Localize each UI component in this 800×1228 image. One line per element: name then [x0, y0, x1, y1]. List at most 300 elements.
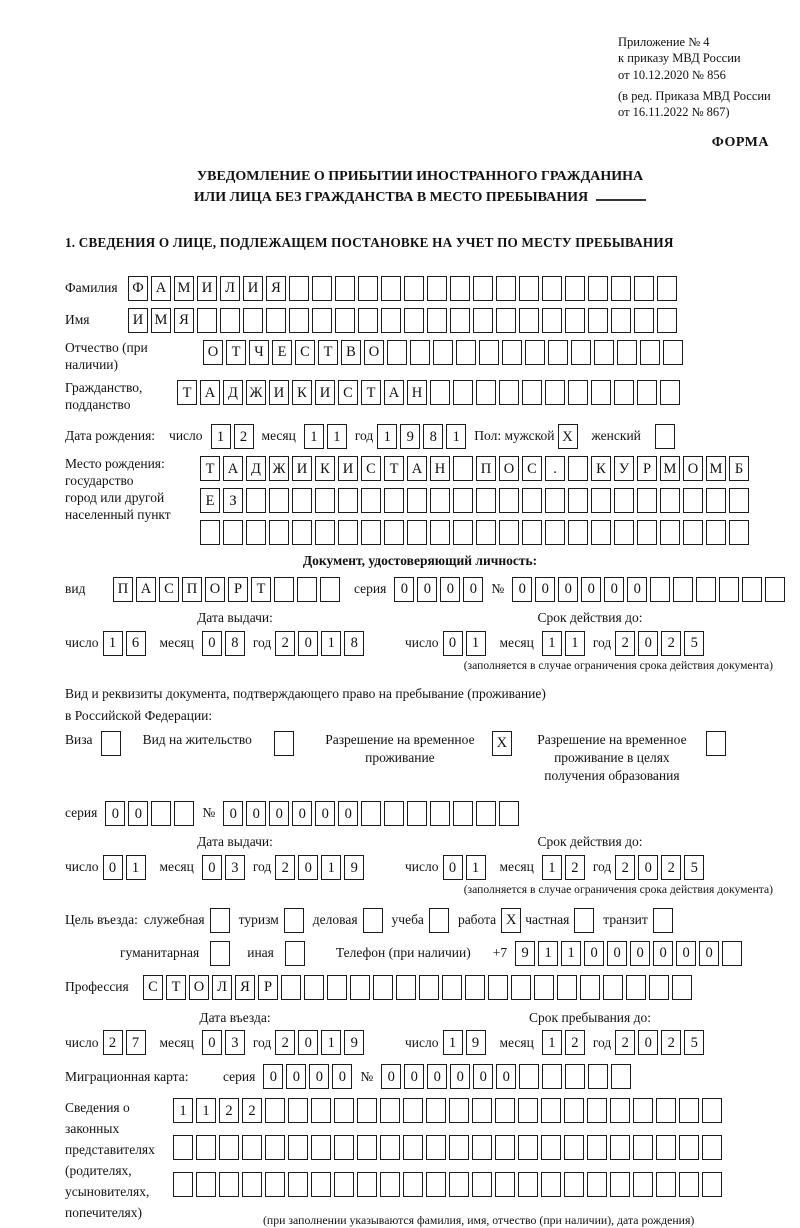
- phone-label: Телефон (при наличии): [335, 944, 471, 960]
- char-box: [495, 1172, 515, 1197]
- passport-issue-year: [275, 631, 364, 656]
- permit-issue-month: [202, 855, 245, 880]
- char-box: [580, 975, 600, 1000]
- field-birth-date: [65, 424, 775, 449]
- char-box: [594, 340, 614, 365]
- char-box: [373, 975, 393, 1000]
- char-box: П: [113, 577, 133, 602]
- char-box: А: [384, 380, 404, 405]
- visa-label: Виза: [65, 731, 93, 747]
- char-box: 1: [321, 855, 341, 880]
- char-box: О: [189, 975, 209, 1000]
- field-identity-doc: [65, 577, 775, 602]
- stay-month: [542, 1030, 585, 1055]
- purpose-turizm-checkbox: [284, 908, 304, 933]
- char-box: [335, 276, 355, 301]
- char-box: [634, 276, 654, 301]
- char-box: [656, 1172, 676, 1197]
- char-box: [495, 1098, 515, 1123]
- vid-label: вид: [65, 581, 86, 597]
- char-box: [334, 1135, 354, 1160]
- char-box: [220, 308, 240, 333]
- char-box: [403, 1135, 423, 1160]
- char-box: [637, 520, 657, 545]
- char-box: 0: [298, 631, 318, 656]
- page-title-line2: ИЛИ ЛИЦА БЕЗ ГРАЖДАНСТВА В МЕСТО ПРЕБЫВАНИЯ: [65, 187, 775, 209]
- char-box: 8: [344, 631, 364, 656]
- char-box: 0: [473, 1064, 493, 1089]
- char-box: [242, 1135, 262, 1160]
- birth-place-grid: [200, 456, 749, 545]
- char-box: [476, 520, 496, 545]
- char-box: [292, 520, 312, 545]
- char-box: А: [136, 577, 156, 602]
- char-box: К: [292, 380, 312, 405]
- char-box: 0: [338, 801, 358, 826]
- char-box: 0: [627, 577, 647, 602]
- char-box: 2: [565, 855, 585, 880]
- char-box: [361, 520, 381, 545]
- char-box: [542, 276, 562, 301]
- char-box: С: [143, 975, 163, 1000]
- char-box: [722, 941, 742, 966]
- phone-prefix: +7: [492, 944, 508, 960]
- char-box: 2: [275, 1030, 295, 1055]
- char-box: [542, 308, 562, 333]
- representatives-row2: [173, 1135, 722, 1160]
- char-box: [223, 520, 243, 545]
- gender-male-label: Пол: мужской: [474, 428, 555, 444]
- char-box: [304, 975, 324, 1000]
- char-box: [696, 577, 716, 602]
- char-box: [518, 1135, 538, 1160]
- char-box: 0: [638, 855, 658, 880]
- char-box: [410, 340, 430, 365]
- permit-valid-month: [542, 855, 585, 880]
- char-box: Я: [235, 975, 255, 1000]
- char-box: З: [223, 488, 243, 513]
- char-box: [495, 1135, 515, 1160]
- option-rvp: [316, 731, 512, 767]
- purpose-chastnaya-checkbox: [574, 908, 594, 933]
- char-box: [587, 1098, 607, 1123]
- vid-zhitelstvo-label: Вид на жительство: [142, 731, 252, 747]
- char-box: [246, 520, 266, 545]
- char-box: [591, 380, 611, 405]
- char-box: 0: [496, 1064, 516, 1089]
- char-box: 1: [446, 424, 466, 449]
- char-box: [706, 488, 726, 513]
- char-box: [266, 308, 286, 333]
- char-box: [404, 308, 424, 333]
- purpose-row2: [120, 941, 775, 966]
- char-box: [683, 520, 703, 545]
- char-box: [626, 975, 646, 1000]
- char-box: [657, 276, 677, 301]
- char-box: Т: [384, 456, 404, 481]
- char-box: [702, 1098, 722, 1123]
- purpose-inaya: иная: [247, 941, 305, 966]
- residence-doc-options: [65, 731, 775, 786]
- char-box: [564, 1098, 584, 1123]
- char-box: 0: [103, 855, 123, 880]
- birth-place-label: Место рождения: государство город или другой населенный пункт: [65, 456, 171, 522]
- seriya-label: серия: [223, 1068, 256, 1084]
- char-box: [603, 975, 623, 1000]
- char-box: Р: [228, 577, 248, 602]
- char-box: [557, 975, 577, 1000]
- profession-label: Профессия: [65, 978, 129, 994]
- char-box: [473, 308, 493, 333]
- surname-label: Фамилия: [65, 279, 118, 295]
- char-box: [288, 1135, 308, 1160]
- char-box: 1: [321, 1030, 341, 1055]
- char-box: [679, 1172, 699, 1197]
- char-box: Ч: [249, 340, 269, 365]
- char-box: [407, 488, 427, 513]
- char-box: Л: [220, 276, 240, 301]
- char-box: 0: [443, 855, 463, 880]
- char-box: [358, 276, 378, 301]
- name-cells: [128, 308, 677, 333]
- char-box: [617, 340, 637, 365]
- edition-line: (в ред. Приказа МВД России: [618, 88, 771, 103]
- field-surname: [65, 276, 775, 301]
- char-box: Т: [318, 340, 338, 365]
- char-box: [587, 1135, 607, 1160]
- char-box: [565, 276, 585, 301]
- char-box: Т: [200, 456, 220, 481]
- purpose-gumanitarnaya-checkbox: [210, 941, 230, 966]
- char-box: 1: [321, 631, 341, 656]
- day-label: число: [65, 859, 99, 875]
- validity-note: (заполняется в случае ограничения срока действия документа): [463, 883, 773, 897]
- permit-dates-row: [65, 855, 775, 880]
- char-box: Н: [430, 456, 450, 481]
- char-box: [640, 340, 660, 365]
- number-label: №: [360, 1068, 374, 1084]
- char-box: 0: [581, 577, 601, 602]
- entry-date-header: Дата въезда:: [199, 1009, 271, 1025]
- day-label: число: [169, 428, 203, 444]
- entry-year: [275, 1030, 364, 1055]
- char-box: [387, 340, 407, 365]
- field-residence-doc-number: [65, 801, 775, 826]
- char-box: 8: [225, 631, 245, 656]
- number-label: №: [491, 581, 505, 597]
- passport-issue-month: [202, 631, 245, 656]
- char-box: 0: [630, 941, 650, 966]
- char-box: 5: [684, 631, 704, 656]
- char-box: А: [407, 456, 427, 481]
- permit-seriya-cells: [105, 801, 194, 826]
- char-box: [265, 1098, 285, 1123]
- char-box: 3: [225, 1030, 245, 1055]
- option-vid-zhitelstvo: [143, 731, 294, 756]
- passport-valid-day: [443, 631, 486, 656]
- char-box: [565, 1064, 585, 1089]
- birth-place-row1: [200, 456, 749, 481]
- char-box: [465, 975, 485, 1000]
- char-box: О: [683, 456, 703, 481]
- entry-dates-row: [65, 1030, 775, 1055]
- representatives-row3: [173, 1172, 722, 1197]
- char-box: Д: [246, 456, 266, 481]
- char-box: 0: [315, 801, 335, 826]
- char-box: [197, 308, 217, 333]
- char-box: [649, 975, 669, 1000]
- representatives-label: Сведения о законных представителях (родителях, усыновителях, попечителях): [65, 1100, 155, 1221]
- char-box: [611, 276, 631, 301]
- char-box: С: [361, 456, 381, 481]
- appendix-block: [618, 34, 775, 120]
- char-box: [476, 488, 496, 513]
- char-box: [660, 488, 680, 513]
- char-box: 2: [103, 1030, 123, 1055]
- passport-dates-row: [65, 631, 775, 656]
- char-box: [315, 520, 335, 545]
- char-box: [242, 1172, 262, 1197]
- char-box: [499, 801, 519, 826]
- char-box: 0: [332, 1064, 352, 1089]
- char-box: 0: [269, 801, 289, 826]
- permit-valid-year: [615, 855, 704, 880]
- char-box: 0: [584, 941, 604, 966]
- char-box: 0: [202, 1030, 222, 1055]
- surname-cells: [128, 276, 677, 301]
- char-box: [357, 1135, 377, 1160]
- char-box: 0: [604, 577, 624, 602]
- seriya-label: серия: [65, 805, 98, 821]
- char-box: 2: [615, 631, 635, 656]
- purpose-label: Цель въезда:: [65, 911, 138, 927]
- char-box: [219, 1172, 239, 1197]
- char-box: И: [269, 380, 289, 405]
- char-box: [289, 276, 309, 301]
- year-label: год: [354, 428, 374, 444]
- char-box: [358, 308, 378, 333]
- char-box: 2: [615, 1030, 635, 1055]
- char-box: [173, 1172, 193, 1197]
- char-box: 1: [542, 855, 562, 880]
- char-box: П: [182, 577, 202, 602]
- char-box: [545, 520, 565, 545]
- char-box: [380, 1172, 400, 1197]
- valid-until-header: Срок действия до:: [537, 834, 643, 850]
- char-box: [442, 975, 462, 1000]
- char-box: 2: [234, 424, 254, 449]
- char-box: [334, 1098, 354, 1123]
- char-box: [545, 488, 565, 513]
- char-box: 0: [202, 855, 222, 880]
- char-box: 8: [423, 424, 443, 449]
- char-box: [427, 276, 447, 301]
- permit-number-cells: [223, 801, 519, 826]
- char-box: [403, 1172, 423, 1197]
- char-box: [502, 340, 522, 365]
- char-box: 0: [440, 577, 460, 602]
- purpose-ucheba-checkbox: [429, 908, 449, 933]
- char-box: [672, 975, 692, 1000]
- birth-place-row2: [200, 488, 749, 513]
- char-box: [449, 1135, 469, 1160]
- char-box: [453, 456, 473, 481]
- purpose-chastnaya: частная: [525, 908, 594, 933]
- char-box: О: [499, 456, 519, 481]
- char-box: [611, 308, 631, 333]
- char-box: Е: [200, 488, 220, 513]
- identity-doc-heading: Документ, удостоверяющий личность:: [302, 553, 538, 569]
- migration-card-label: Миграционная карта:: [65, 1068, 189, 1084]
- char-box: [433, 340, 453, 365]
- char-box: Н: [407, 380, 427, 405]
- issue-date-header: Дата выдачи:: [197, 834, 273, 850]
- char-box: 0: [443, 631, 463, 656]
- char-box: [591, 488, 611, 513]
- char-box: 6: [126, 631, 146, 656]
- char-box: [453, 380, 473, 405]
- passport-valid-year: [615, 631, 704, 656]
- char-box: Ф: [128, 276, 148, 301]
- birth-year-cells: [377, 424, 466, 449]
- char-box: 2: [661, 631, 681, 656]
- char-box: [281, 975, 301, 1000]
- char-box: [568, 456, 588, 481]
- representatives-grid: [173, 1098, 722, 1228]
- migration-seriya-cells: [263, 1064, 352, 1089]
- year-label: год: [592, 634, 612, 650]
- char-box: [637, 380, 657, 405]
- passport-number-cells: [512, 577, 785, 602]
- char-box: 9: [515, 941, 535, 966]
- char-box: 2: [661, 1030, 681, 1055]
- forma-label: ФОРМА: [711, 135, 769, 151]
- char-box: [534, 975, 554, 1000]
- char-box: [403, 1098, 423, 1123]
- char-box: [453, 488, 473, 513]
- field-migration-card: [65, 1064, 775, 1089]
- char-box: [380, 1098, 400, 1123]
- stay-year: [615, 1030, 704, 1055]
- char-box: [449, 1172, 469, 1197]
- birth-place-row3: [200, 520, 749, 545]
- char-box: [614, 380, 634, 405]
- char-box: [335, 308, 355, 333]
- char-box: [269, 520, 289, 545]
- char-box: 0: [463, 577, 483, 602]
- char-box: [320, 577, 340, 602]
- char-box: Т: [226, 340, 246, 365]
- char-box: [311, 1135, 331, 1160]
- month-label: месяц: [499, 1034, 534, 1050]
- representatives-note: (при заполнении указываются фамилия, имя, отчество (при наличии), дата рождения): [263, 1213, 695, 1228]
- char-box: [430, 380, 450, 405]
- char-box: 5: [684, 1030, 704, 1055]
- citizenship-cells: [177, 380, 680, 405]
- char-box: [518, 1098, 538, 1123]
- char-box: .: [545, 456, 565, 481]
- char-box: Т: [251, 577, 271, 602]
- char-box: [361, 801, 381, 826]
- char-box: [588, 276, 608, 301]
- char-box: 1: [538, 941, 558, 966]
- char-box: [289, 308, 309, 333]
- char-box: 1: [304, 424, 324, 449]
- gender-male-checkbox: X: [558, 424, 578, 449]
- char-box: 1: [561, 941, 581, 966]
- char-box: [637, 488, 657, 513]
- char-box: 0: [699, 941, 719, 966]
- char-box: Б: [729, 456, 749, 481]
- year-label: год: [252, 859, 272, 875]
- char-box: [683, 488, 703, 513]
- rvp-checkbox: X: [492, 731, 512, 756]
- entry-dates-header: [65, 1010, 775, 1027]
- char-box: 1: [466, 855, 486, 880]
- char-box: [384, 801, 404, 826]
- patronymic-cells: [203, 340, 683, 365]
- char-box: [426, 1172, 446, 1197]
- char-box: [568, 520, 588, 545]
- char-box: С: [295, 340, 315, 365]
- char-box: [196, 1172, 216, 1197]
- char-box: 0: [246, 801, 266, 826]
- char-box: [311, 1098, 331, 1123]
- char-box: [564, 1172, 584, 1197]
- char-box: 0: [105, 801, 125, 826]
- char-box: 0: [298, 1030, 318, 1055]
- residence-intro-line2: в Российской Федерации:: [65, 707, 213, 723]
- char-box: [614, 520, 634, 545]
- char-box: [200, 520, 220, 545]
- purpose-delovaya-checkbox: [363, 908, 383, 933]
- char-box: [380, 1135, 400, 1160]
- birth-day-cells: [211, 424, 254, 449]
- char-box: [430, 520, 450, 545]
- char-box: [174, 801, 194, 826]
- residence-intro-line1: Вид и реквизиты документа, подтверждающего право на пребывание (проживание): [65, 686, 546, 702]
- char-box: 1: [211, 424, 231, 449]
- char-box: М: [174, 276, 194, 301]
- char-box: [473, 276, 493, 301]
- char-box: [381, 276, 401, 301]
- char-box: 1: [542, 1030, 562, 1055]
- char-box: [565, 308, 585, 333]
- char-box: С: [338, 380, 358, 405]
- char-box: [522, 488, 542, 513]
- char-box: [587, 1172, 607, 1197]
- number-label: №: [202, 805, 216, 821]
- option-rvp-obrazovanie: [526, 731, 726, 786]
- char-box: [719, 577, 739, 602]
- char-box: [656, 1135, 676, 1160]
- char-box: [357, 1172, 377, 1197]
- char-box: 9: [400, 424, 420, 449]
- char-box: [568, 488, 588, 513]
- char-box: [519, 1064, 539, 1089]
- char-box: Ж: [246, 380, 266, 405]
- char-box: К: [315, 456, 335, 481]
- char-box: И: [292, 456, 312, 481]
- char-box: 9: [344, 1030, 364, 1055]
- char-box: [312, 276, 332, 301]
- char-box: [312, 308, 332, 333]
- permit-issue-year: [275, 855, 364, 880]
- char-box: [496, 276, 516, 301]
- char-box: 0: [394, 577, 414, 602]
- char-box: [479, 340, 499, 365]
- char-box: [407, 801, 427, 826]
